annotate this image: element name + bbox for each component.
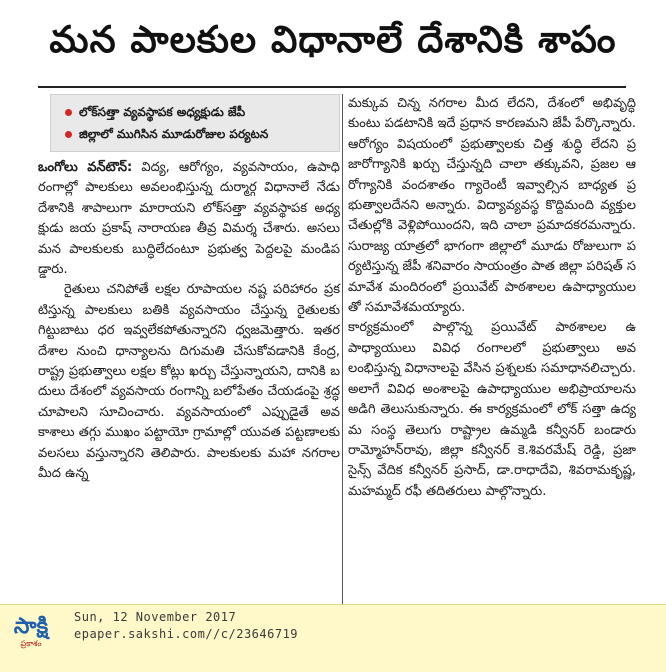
bullet-icon	[65, 131, 72, 138]
article-column-right	[348, 94, 636, 502]
article-paragraph: కార్యక్రమంలో పాల్గొన్న ప్రయివేట్‌ పాఠశాలల ఉపాధ్యాయులు వివిధ రంగాలలో ప్రభుత్వాలు అవలంభిస్తున్న విధానాలపై వేసిన ప్రశ్నలకు సమాధానలిచ్చారు. అలాగే వివిధ అంశాలపై ఉపాధ్యాయుల అభిప్రాయాలను అడిగి తెలుసుకున్నారు. ఈ కార్యక్రమంలో లోక్‌ సత్తా ఉద్యమ సంస్థ తెలుగు రాష్ట్రాల ఉమ్మడి కన్వీనర్‌ బండారు రామ్మోహన్‌రావు, జిల్లా కన్వీనర్‌ కె.శివరమేష్‌ రెడ్డి, ప్రజా సైన్స్‌ వేదిక కన్వీనర్‌ ప్రసాద్‌, డా.రాధాదేవి, శివరామకృష్ణ, మహమ్మద్‌ రఫీ తదితరులు పాల్గొన్నారు.	[348, 320, 636, 499]
bullet-icon	[65, 109, 72, 116]
article-paragraph: రైతులు చనిపోతే లక్షల రూపాయల నష్ట పరిహారం ప్రకటిస్తున్న పాలకులు బతికి వ్యవసాయం చేస్తున్న రైతులకు గిట్టుబాటు ధర ఇవ్వలేకపోతున్నారని ధ్వజమెత్తారు. ఇతర దేశాల నుంచి ధాన్యాలను దిగుమతి చేసుకోవడానికి కేంద్ర, రాష్ట్ర ప్రభుత్వాలు లక్షల కోట్లు ఖర్చు చేస్తున్నాయని, దానికి బదులు దేశంలో వ్యవసాయ రంగాన్ని బలోపేతం చేయడంపై శ్రద్ధ చూపాలని సూచించారు. వ్యవసాయంలో ఎప్పుడైతే అవకాశాలు తగ్గు ముఖం పట్టాయో గ్రామాల్లో యువత పట్టణాలకు వలసలు వస్తున్నారని తెలిపారు. పాలకులకు మహా నగరాల మీద ఉన్న	[38, 282, 340, 482]
article-paragraph-text: విద్య, ఆరోగ్యం, వ్యవసాయం, ఉపాధి రంగాల్లో పాలకులు అవలంభిస్తున్న దుర్మార్గ విధానాలే నేడు దేశానికి శాపాలుగా మారాయని లోక్‌సత్తా వ్యవస్థాపక అధ్యక్షుడు జయ ప్రకాష్‌ నారాయణ తీవ్ర విమర్శ చేశారు. అసలు మన పాలకులకు బుద్ధిలేదంటూ ప్రభుత్వ పెద్దలపై మండిపడ్డారు.	[38, 160, 340, 278]
headline: మన పాలకుల విధానాలే దేశానికి శాపం	[49, 18, 617, 61]
summary-item-text: లోక్‌సత్తా వ్యవస్థాపక అధ్యక్షుడు జేపీ	[79, 105, 246, 119]
dateline: ఒంగోలు వన్‌టౌన్‌:	[38, 160, 133, 175]
sakshi-logo	[6, 613, 56, 651]
logo-edition: ప్రకాశం	[20, 639, 42, 648]
footer-url[interactable]: epaper.sakshi.com//c/23646719	[74, 627, 299, 641]
column-divider	[342, 94, 343, 606]
headline-rule	[38, 86, 626, 88]
article-column-left	[38, 94, 340, 485]
summary-box	[50, 94, 340, 152]
summary-item-text: జిల్లాలో ముగిసిన మూడురోజుల పర్యటన	[79, 127, 269, 141]
footer-bar	[0, 604, 666, 672]
logo-mark: సాక్షి	[13, 614, 49, 639]
footer-date: Sun, 12 November 2017	[74, 610, 237, 624]
summary-item	[65, 123, 331, 145]
summary-item	[65, 101, 331, 123]
article-paragraph: మక్కువ చిన్న నగరాల మీద లేదని, దేశంలో అభివృద్ధి కుంటు పడటానికి ఇదే ప్రధాన కారణమని జేపీ పేర్కొన్నారు. ఆరోగ్యం విషయంలో ప్రభుత్వాలకు చిత్త శుద్ధి లేదని ప్రజారోగ్యానికి ఖర్చు చేస్తున్నది చాలా తక్కువని, ప్రజల ఆరోగ్యానికి వందశాతం గ్యారెంటీ ఇవ్వాల్సిన బాధ్యత ప్రభుత్వాలదేనని అన్నారు. విద్యావ్యవస్థ కొద్దిమంది వ్యక్తుల చేతుల్లోకి వెళ్లిపోయిందని, ఇది చాలా ప్రమాదకరమన్నారు. సురాజ్య యాత్రలో భాగంగా జిల్లాలో మూడు రోజులుగా పర్యటిస్తున్న జేపీ శనివారం సాయంత్రం పాత జిల్లా పరిషత్‌ సమావేశ మందిరంలో ప్రయివేట్‌ పాఠశాలల ఉపాధ్యాయులతో సమావేశమయ్యారు.	[348, 96, 636, 316]
article-paragraph	[38, 158, 340, 280]
